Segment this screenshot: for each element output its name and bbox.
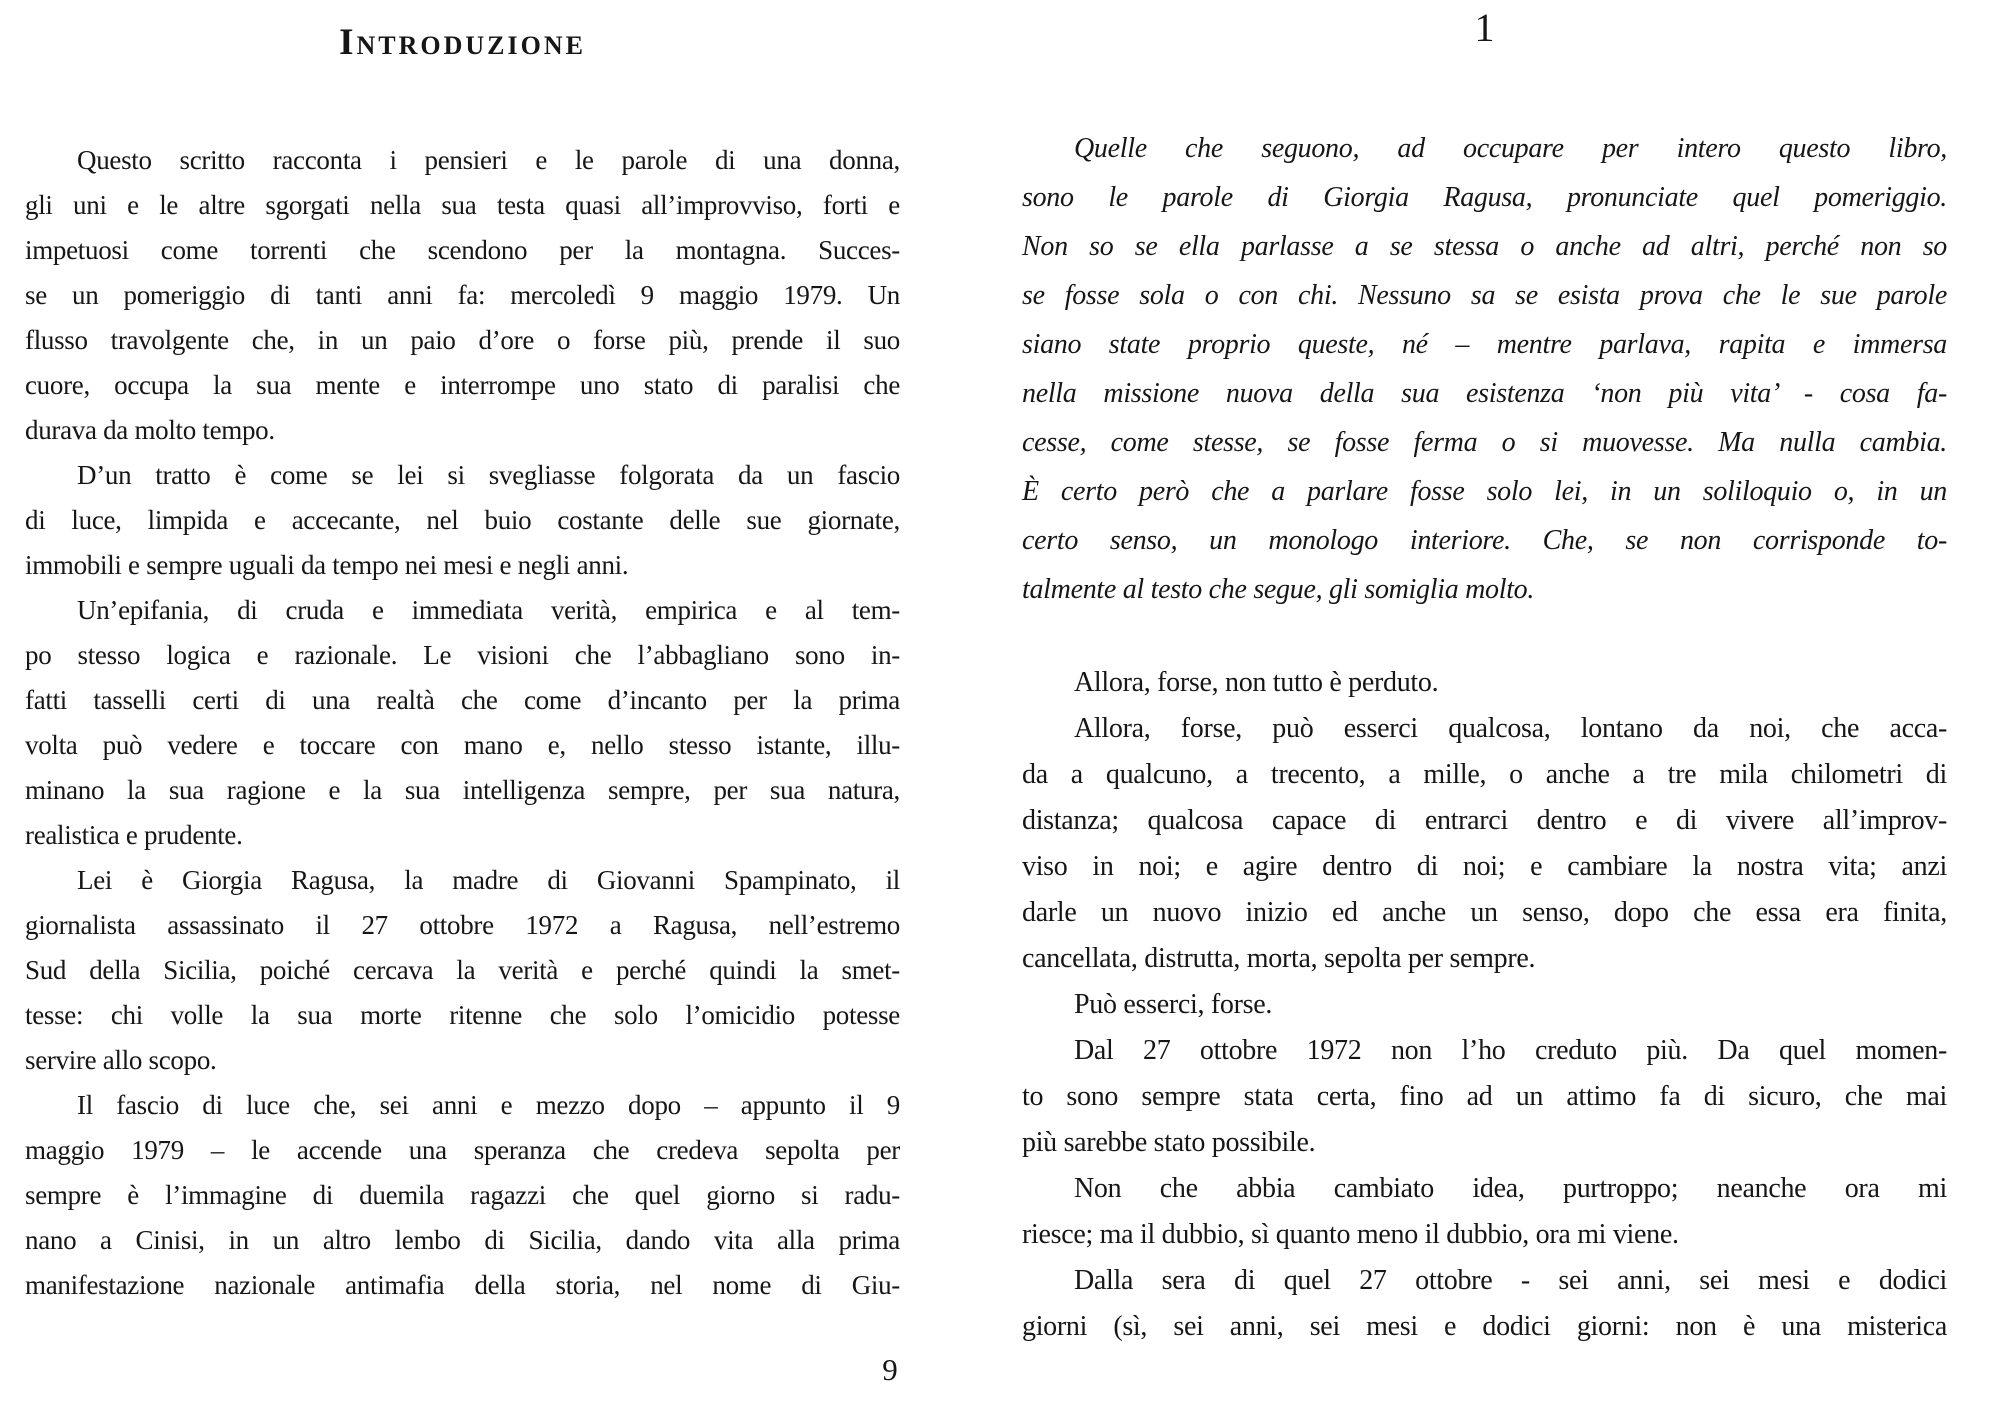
text-line: da a qualcuno, a trecento, a mille, o anche a tre mila chilometri di [1022,759,1947,790]
text-line: Può esserci, forse. [1074,989,1273,1020]
text-line: se un pomeriggio di tanti anni fa: mercoledì 9 maggio 1979. Un [25,280,900,310]
text-line: impetuosi come torrenti che scendono per la montagna. Succes- [25,235,900,265]
text-line: giorni (sì, sei anni, sei mesi e dodici giorni: non è una misterica [1022,1311,1947,1342]
text-line: Dal 27 ottobre 1972 non l’ho creduto più. Da quel momen- [1074,1035,1947,1066]
text-line: se fosse sola o con chi. Nessuno sa se esista prova che le sue parole [1022,280,1947,311]
text-line: distanza; qualcosa capace di entrarci dentro e di vivere all’improv- [1022,805,1947,836]
text-line: Quelle che seguono, ad occupare per intero questo libro, [1074,133,1947,164]
text-line: sempre è l’immagine di duemila ragazzi che quel giorno si radu- [25,1180,900,1210]
right-page-number: 1 [1474,5,1495,50]
text-line: riesce; ma il dubbio, sì quanto meno il dubbio, ora mi viene. [1022,1219,1679,1250]
right-page [1000,0,2000,1425]
text-line: gli uni e le altre sgorgati nella sua testa quasi all’improvviso, forti e [25,190,900,220]
paragraph [1022,1028,1947,1166]
paragraph [1022,982,1947,1028]
text-line: siano state proprio queste, né – mentre parlava, rapita e immersa [1022,329,1947,360]
text-line: Non che abbia cambiato idea, purtroppo; neanche ora mi [1074,1173,1947,1204]
text-line: realistica e prudente. [25,820,243,850]
text-line: fatti tasselli certi di una realtà che come d’incanto per la prima [25,685,900,715]
text-line: Allora, forse, non tutto è perduto. [1074,667,1439,698]
paragraph [25,453,900,588]
text-line: darle un nuovo inizio ed anche un senso, dopo che essa era finita, [1022,897,1947,928]
text-line: volta può vedere e toccare con mano e, nello stesso istante, illu- [25,730,900,760]
text-line: cuore, occupa la sua mente e interrompe uno stato di paralisi che [25,370,900,400]
left-page-number: 9 [882,1352,898,1387]
right-page-body-text [1022,124,1947,1350]
text-line: servire allo scopo. [25,1045,217,1075]
chapter-heading: Introduzione [339,22,586,63]
text-line: Sud della Sicilia, poiché cercava la verità e perché quindi la smet- [25,955,900,985]
paragraph [25,138,900,453]
text-line: più sarebbe stato possibile. [1022,1127,1316,1158]
text-line: to sono sempre stata certa, fino ad un attimo fa di sicuro, che mai [1022,1081,1947,1112]
paragraph [25,588,900,858]
left-page-body-text [25,138,900,1308]
text-line: nano a Cinisi, in un altro lembo di Sicilia, dando vita alla prima [25,1225,900,1255]
text-line: Questo scritto racconta i pensieri e le parole di una donna, [77,145,900,175]
text-line: È certo però che a parlare fosse solo lei, in un soliloquio o, in un [1022,476,1947,507]
text-line: manifestazione nazionale antimafia della storia, nel nome di Giu- [25,1270,900,1300]
text-line: minano la sua ragione e la sua intelligenza sempre, per sua natura, [25,775,900,805]
text-line: nella missione nuova della sua esistenza ‘non più vita’ - cosa fa- [1022,378,1947,409]
text-line: tesse: chi volle la sua morte ritenne che solo l’omicidio potesse [25,1000,900,1030]
text-line: flusso travolgente che, in un paio d’ore o forse più, prende il suo [25,325,900,355]
text-line: Lei è Giorgia Ragusa, la madre di Giovanni Spampinato, il [77,865,900,895]
paragraph [1022,660,1947,706]
text-line: sono le parole di Giorgia Ragusa, pronunciate quel pomeriggio. [1022,182,1947,213]
text-line: Un’epifania, di cruda e immediata verità, empirica e al tem- [77,595,900,625]
text-line: certo senso, un monologo interiore. Che, se non corrisponde to- [1022,525,1947,556]
text-line: Il fascio di luce che, sei anni e mezzo dopo – appunto il 9 [77,1090,900,1120]
text-line: D’un tratto è come se lei si svegliasse folgorata da un fascio [77,460,900,490]
text-line: Non so se ella parlasse a se stessa o anche ad altri, perché non so [1022,231,1947,262]
text-line: Allora, forse, può esserci qualcosa, lontano da noi, che acca- [1074,713,1947,744]
text-line: giornalista assassinato il 27 ottobre 1972 a Ragusa, nell’estremo [25,910,900,940]
paragraph [25,1083,900,1308]
italic-paragraph [1022,124,1947,614]
paragraph [25,858,900,1083]
paragraph [1022,1166,1947,1258]
text-line: durava da molto tempo. [25,415,275,445]
text-line: cesse, come stesse, se fosse ferma o si muovesse. Ma nulla cambia. [1022,427,1947,458]
text-line: Dalla sera di quel 27 ottobre - sei anni, sei mesi e dodici [1074,1265,1947,1296]
text-line: immobili e sempre uguali da tempo nei mesi e negli anni. [25,550,629,580]
paragraph [1022,1258,1947,1350]
paragraph [1022,706,1947,982]
text-line: viso in noi; e agire dentro di noi; e cambiare la nostra vita; anzi [1022,851,1947,882]
text-line: di luce, limpida e accecante, nel buio costante delle sue giornate, [25,505,900,535]
text-line: po stesso logica e razionale. Le visioni che l’abbagliano sono in- [25,640,900,670]
text-line: maggio 1979 – le accende una speranza che credeva sepolta per [25,1135,900,1165]
text-line: cancellata, distrutta, morta, sepolta per sempre. [1022,943,1536,974]
text-line: talmente al testo che segue, gli somiglia molto. [1022,574,1535,605]
